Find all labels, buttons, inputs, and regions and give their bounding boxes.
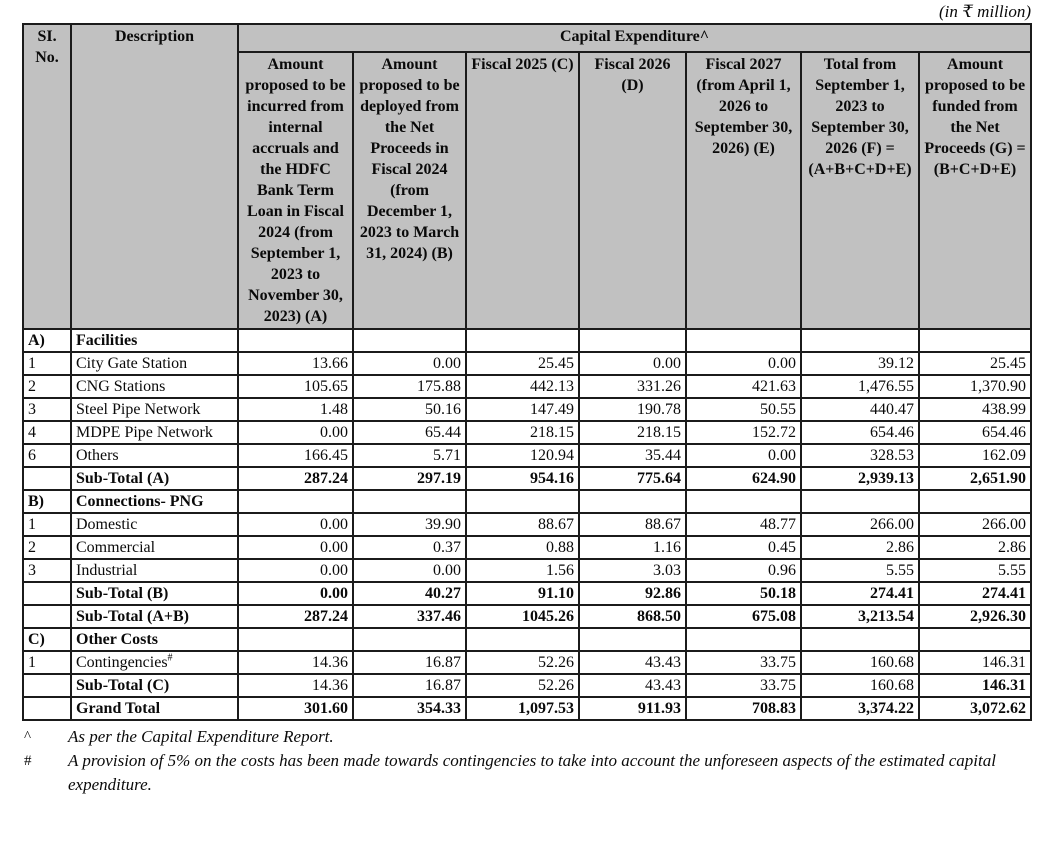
- cell-value: [579, 628, 686, 651]
- table-row: [23, 421, 1031, 444]
- cell-value: 91.10: [466, 582, 579, 605]
- cell-value: 162.09: [919, 444, 1031, 467]
- table-row: [23, 651, 1031, 674]
- cell-value: 146.31: [919, 674, 1031, 697]
- cell-sl-no: [23, 467, 71, 490]
- cell-value: 50.16: [353, 398, 466, 421]
- cell-value: 274.41: [801, 582, 919, 605]
- header-col-f: Total from September 1, 2023 to September 30, 2026 (F) = (A+B+C+D+E): [801, 52, 919, 329]
- cell-description: Sub-Total (A+B): [71, 605, 238, 628]
- cell-value: 43.43: [579, 674, 686, 697]
- cell-value: 105.65: [238, 375, 353, 398]
- cell-value: 1,097.53: [466, 697, 579, 720]
- cell-sl-no: 6: [23, 444, 71, 467]
- cell-sl-no: 1: [23, 651, 71, 674]
- cell-value: 39.90: [353, 513, 466, 536]
- cell-value: 0.00: [686, 444, 801, 467]
- cell-value: 0.00: [686, 352, 801, 375]
- header-col-c: Fiscal 2025 (C): [466, 52, 579, 329]
- header-col-a: Amount proposed to be incurred from internal accruals and the HDFC Bank Term Loan in Fiscal 2024 (from September 1, 2023 to November 30, 2023) (A): [238, 52, 353, 329]
- cell-value: 297.19: [353, 467, 466, 490]
- cell-value: 2.86: [919, 536, 1031, 559]
- cell-value: 16.87: [353, 651, 466, 674]
- cell-sl-no: 1: [23, 352, 71, 375]
- table-row: [23, 513, 1031, 536]
- cell-value: 440.47: [801, 398, 919, 421]
- cell-value: [801, 329, 919, 352]
- cell-value: [686, 490, 801, 513]
- footnote-caret: [24, 725, 1047, 749]
- cell-value: 1.16: [579, 536, 686, 559]
- cell-value: 0.88: [466, 536, 579, 559]
- header-description: Description: [71, 24, 238, 329]
- cell-value: 152.72: [686, 421, 801, 444]
- cell-value: [466, 628, 579, 651]
- cell-value: [801, 628, 919, 651]
- cell-value: 160.68: [801, 651, 919, 674]
- cell-value: 0.37: [353, 536, 466, 559]
- cell-value: 654.46: [801, 421, 919, 444]
- cell-sl-no: 1: [23, 513, 71, 536]
- cell-value: 0.00: [238, 421, 353, 444]
- cell-value: 438.99: [919, 398, 1031, 421]
- table-body: [23, 329, 1031, 720]
- footnotes: [24, 725, 1047, 797]
- cell-value: 287.24: [238, 467, 353, 490]
- footnote-text: As per the Capital Expenditure Report.: [68, 727, 334, 746]
- cell-value: 3.03: [579, 559, 686, 582]
- cell-value: 5.71: [353, 444, 466, 467]
- cell-value: [353, 329, 466, 352]
- cell-value: 1,370.90: [919, 375, 1031, 398]
- cell-value: [353, 628, 466, 651]
- table-row: [23, 674, 1031, 697]
- cell-value: 266.00: [919, 513, 1031, 536]
- cell-value: 2,651.90: [919, 467, 1031, 490]
- cell-value: 675.08: [686, 605, 801, 628]
- table-row: [23, 697, 1031, 720]
- cell-value: [579, 329, 686, 352]
- table-row: [23, 536, 1031, 559]
- cell-value: 92.86: [579, 582, 686, 605]
- cell-value: 708.83: [686, 697, 801, 720]
- cell-value: 120.94: [466, 444, 579, 467]
- cell-value: 775.64: [579, 467, 686, 490]
- cell-value: 35.44: [579, 444, 686, 467]
- cell-value: 868.50: [579, 605, 686, 628]
- cell-value: 160.68: [801, 674, 919, 697]
- cell-value: 65.44: [353, 421, 466, 444]
- cell-value: 0.00: [353, 352, 466, 375]
- cell-description: City Gate Station: [71, 352, 238, 375]
- cell-value: 331.26: [579, 375, 686, 398]
- cell-value: 166.45: [238, 444, 353, 467]
- cell-value: 0.96: [686, 559, 801, 582]
- cell-value: [579, 490, 686, 513]
- cell-value: 1.48: [238, 398, 353, 421]
- cell-value: 421.63: [686, 375, 801, 398]
- cell-value: 328.53: [801, 444, 919, 467]
- cell-value: 5.55: [801, 559, 919, 582]
- cell-description: Other Costs: [71, 628, 238, 651]
- cell-value: 43.43: [579, 651, 686, 674]
- cell-value: 190.78: [579, 398, 686, 421]
- table-row: [23, 352, 1031, 375]
- table-row: [23, 329, 1031, 352]
- cell-value: 3,374.22: [801, 697, 919, 720]
- cell-value: 0.00: [238, 536, 353, 559]
- cell-value: 147.49: [466, 398, 579, 421]
- cell-value: 48.77: [686, 513, 801, 536]
- cell-value: 88.67: [466, 513, 579, 536]
- cell-sl-no: [23, 674, 71, 697]
- cell-description: Domestic: [71, 513, 238, 536]
- cell-value: 301.60: [238, 697, 353, 720]
- header-row-group: [23, 24, 1031, 52]
- cell-value: 14.36: [238, 674, 353, 697]
- cell-description: Sub-Total (C): [71, 674, 238, 697]
- cell-value: 0.00: [238, 582, 353, 605]
- cell-value: [919, 329, 1031, 352]
- table-header: [23, 24, 1031, 329]
- cell-sl-no: 4: [23, 421, 71, 444]
- cell-value: 1.56: [466, 559, 579, 582]
- cell-value: 0.45: [686, 536, 801, 559]
- header-col-g: Amount proposed to be funded from the Net Proceeds (G) = (B+C+D+E): [919, 52, 1031, 329]
- cell-description: Connections- PNG: [71, 490, 238, 513]
- cell-sl-no: B): [23, 490, 71, 513]
- footnote-text: A provision of 5% on the costs has been made towards contingencies to take into account the unforeseen aspects of the estimated capital expenditure.: [68, 751, 996, 794]
- footnote-marker: ^: [24, 729, 32, 745]
- cell-value: 40.27: [353, 582, 466, 605]
- cell-value: 25.45: [466, 352, 579, 375]
- cell-value: [686, 628, 801, 651]
- cell-value: 0.00: [579, 352, 686, 375]
- cell-value: 33.75: [686, 651, 801, 674]
- header-col-e: Fiscal 2027 (from April 1, 2026 to September 30, 2026) (E): [686, 52, 801, 329]
- capital-expenditure-table: [22, 23, 1032, 721]
- cell-value: [238, 329, 353, 352]
- cell-sl-no: 3: [23, 559, 71, 582]
- table-row: [23, 375, 1031, 398]
- cell-value: [686, 329, 801, 352]
- cell-value: 88.67: [579, 513, 686, 536]
- cell-value: 16.87: [353, 674, 466, 697]
- cell-value: 50.18: [686, 582, 801, 605]
- cell-value: 146.31: [919, 651, 1031, 674]
- footnote-reference: #: [167, 652, 173, 664]
- cell-value: 2,926.30: [919, 605, 1031, 628]
- cell-value: [919, 490, 1031, 513]
- cell-sl-no: A): [23, 329, 71, 352]
- cell-value: [466, 329, 579, 352]
- cell-value: [238, 490, 353, 513]
- table-row: [23, 605, 1031, 628]
- cell-value: 33.75: [686, 674, 801, 697]
- cell-sl-no: 2: [23, 375, 71, 398]
- cell-description: CNG Stations: [71, 375, 238, 398]
- unit-note: (in ₹ million): [938, 2, 1031, 21]
- cell-value: 911.93: [579, 697, 686, 720]
- cell-value: [238, 628, 353, 651]
- cell-value: 0.00: [238, 513, 353, 536]
- cell-value: 218.15: [466, 421, 579, 444]
- cell-value: 39.12: [801, 352, 919, 375]
- cell-value: 1,476.55: [801, 375, 919, 398]
- cell-sl-no: [23, 605, 71, 628]
- cell-sl-no: C): [23, 628, 71, 651]
- cell-value: 0.00: [353, 559, 466, 582]
- cell-value: 218.15: [579, 421, 686, 444]
- cell-value: 954.16: [466, 467, 579, 490]
- cell-description: Grand Total: [71, 697, 238, 720]
- cell-description: Industrial: [71, 559, 238, 582]
- cell-value: 654.46: [919, 421, 1031, 444]
- cell-value: 624.90: [686, 467, 801, 490]
- table-row: [23, 490, 1031, 513]
- cell-value: 3,213.54: [801, 605, 919, 628]
- cell-value: 14.36: [238, 651, 353, 674]
- cell-sl-no: 3: [23, 398, 71, 421]
- table-row: [23, 398, 1031, 421]
- header-col-d: Fiscal 2026 (D): [579, 52, 686, 329]
- cell-description: Others: [71, 444, 238, 467]
- table-row: [23, 444, 1031, 467]
- cell-description: MDPE Pipe Network: [71, 421, 238, 444]
- cell-value: 442.13: [466, 375, 579, 398]
- footnote-marker: #: [24, 753, 32, 769]
- cell-value: 0.00: [238, 559, 353, 582]
- table-row: [23, 582, 1031, 605]
- cell-description: Facilities: [71, 329, 238, 352]
- cell-sl-no: 2: [23, 536, 71, 559]
- header-capital-expenditure: Capital Expenditure^: [238, 24, 1031, 52]
- cell-value: 2.86: [801, 536, 919, 559]
- cell-value: 354.33: [353, 697, 466, 720]
- header-col-b: Amount proposed to be deployed from the Net Proceeds in Fiscal 2024 (from December 1, 2023 to March 31, 2024) (B): [353, 52, 466, 329]
- cell-value: 266.00: [801, 513, 919, 536]
- cell-value: [919, 628, 1031, 651]
- cell-value: 3,072.62: [919, 697, 1031, 720]
- cell-value: [353, 490, 466, 513]
- cell-sl-no: [23, 697, 71, 720]
- cell-description: Contingencies#: [71, 651, 238, 674]
- cell-value: 13.66: [238, 352, 353, 375]
- cell-value: 25.45: [919, 352, 1031, 375]
- table-row: [23, 467, 1031, 490]
- cell-value: 5.55: [919, 559, 1031, 582]
- cell-value: 50.55: [686, 398, 801, 421]
- cell-value: 175.88: [353, 375, 466, 398]
- cell-value: 52.26: [466, 651, 579, 674]
- cell-value: 2,939.13: [801, 467, 919, 490]
- table-row: [23, 628, 1031, 651]
- cell-value: 337.46: [353, 605, 466, 628]
- cell-value: 52.26: [466, 674, 579, 697]
- cell-description: Steel Pipe Network: [71, 398, 238, 421]
- footnote-hash: [24, 749, 1047, 797]
- table-row: [23, 559, 1031, 582]
- cell-value: 287.24: [238, 605, 353, 628]
- cell-description: Commercial: [71, 536, 238, 559]
- cell-description: Sub-Total (A): [71, 467, 238, 490]
- cell-sl-no: [23, 582, 71, 605]
- header-sl-no: SI. No.: [23, 24, 71, 329]
- cell-value: [801, 490, 919, 513]
- cell-value: [466, 490, 579, 513]
- cell-value: 274.41: [919, 582, 1031, 605]
- cell-description: Sub-Total (B): [71, 582, 238, 605]
- cell-value: 1045.26: [466, 605, 579, 628]
